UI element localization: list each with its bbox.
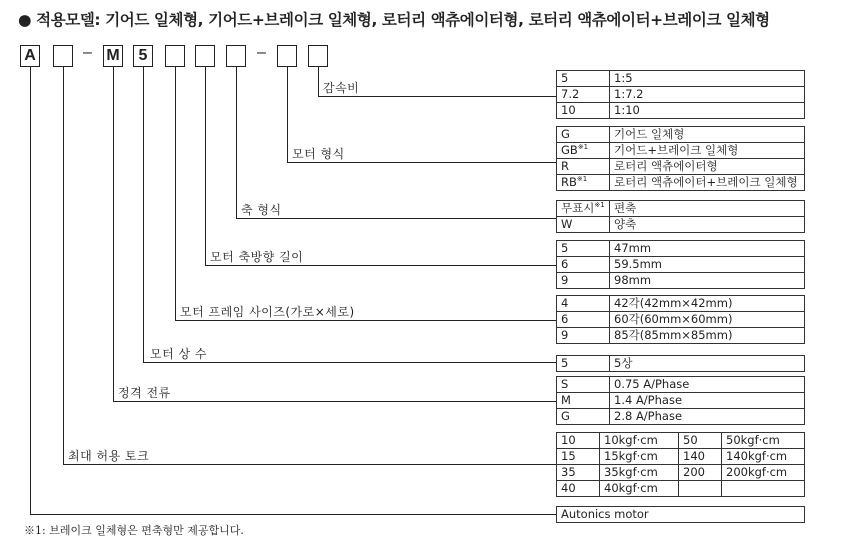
table-row (557, 449, 805, 465)
connector-current-h (113, 401, 556, 402)
code-box-1: A (20, 45, 40, 67)
table-row (557, 356, 805, 372)
option-code (557, 201, 610, 217)
option-code: 50 (679, 433, 722, 449)
table-row (557, 507, 805, 523)
option-value: 47mm (610, 241, 805, 257)
option-code: 4 (557, 296, 610, 312)
label-current: 정격 전류 (118, 386, 171, 400)
connector-ratio-v (318, 67, 319, 96)
brand-value: Autonics motor (557, 507, 805, 523)
option-value (722, 481, 805, 497)
table-row (557, 201, 805, 217)
option-code: 15 (557, 449, 600, 465)
table-row (557, 257, 805, 273)
option-value: 10kgf·cm (600, 433, 679, 449)
table-row (557, 241, 805, 257)
option-value: 40kgf·cm (600, 481, 679, 497)
connector-shaft-h (236, 218, 556, 219)
code-dash-2: – (257, 44, 266, 61)
option-code: 5 (557, 356, 610, 372)
option-value: 42각(42mm×42mm) (610, 296, 805, 312)
option-value: 1.4 A/Phase (610, 393, 805, 409)
option-value: 편축 (610, 201, 805, 217)
option-code: 6 (557, 312, 610, 328)
table-row (557, 433, 805, 449)
table-row (557, 273, 805, 289)
table-row (557, 409, 805, 425)
connector-frame-h (175, 320, 556, 321)
option-code: 200 (679, 465, 722, 481)
option-value: 200kgf·cm (722, 465, 805, 481)
brand-table (556, 506, 805, 523)
table-row (557, 481, 805, 497)
option-code: G (557, 409, 610, 425)
table-row (557, 175, 805, 191)
table-row (557, 328, 805, 344)
option-value: 35kgf·cm (600, 465, 679, 481)
label-phase: 모터 상 수 (150, 347, 207, 361)
option-value: 98mm (610, 273, 805, 289)
connector-motor-type-h (287, 162, 556, 163)
connector-frame-v (175, 67, 176, 320)
option-value: 2.8 A/Phase (610, 409, 805, 425)
option-code: 5 (557, 71, 610, 87)
option-code (557, 175, 610, 191)
code-box-7 (226, 45, 246, 67)
option-code: S (557, 377, 610, 393)
length-table (556, 240, 805, 289)
option-code: 10 (557, 103, 610, 119)
option-code (557, 143, 610, 159)
option-value: 양축 (610, 217, 805, 233)
table-row (557, 87, 805, 103)
option-code (557, 127, 610, 143)
option-code: 7.2 (557, 87, 610, 103)
connector-phase-v (143, 67, 144, 362)
code-box-4: 5 (133, 45, 153, 67)
label-motor-type: 모터 형식 (292, 147, 345, 161)
code-box-2 (53, 45, 73, 67)
footnote-mark: ※1 (594, 201, 605, 209)
connector-shaft-v (236, 67, 237, 218)
table-row (557, 465, 805, 481)
option-value: 1:7.2 (610, 87, 805, 103)
connector-phase-h (143, 362, 556, 363)
ratio-table (556, 70, 805, 119)
option-code-text: RB (561, 175, 577, 189)
label-ratio: 감속비 (323, 81, 360, 95)
label-frame: 모터 프레임 사이즈(가로×세로) (180, 305, 355, 319)
connector-motor-type-v (287, 67, 288, 162)
option-value: 60각(60mm×60mm) (610, 312, 805, 328)
connector-brand-h (30, 514, 556, 515)
option-value: 로터리 액츄에이터형 (610, 159, 805, 175)
table-row (557, 127, 805, 143)
option-code (557, 159, 610, 175)
connector-ratio-h (318, 96, 556, 97)
option-code: 40 (557, 481, 600, 497)
option-code: 140 (679, 449, 722, 465)
connector-length-v (205, 67, 206, 265)
connector-brand-v (30, 67, 31, 514)
option-value: 1:5 (610, 71, 805, 87)
option-value: 로터리 액츄에이터+브레이크 일체형 (610, 175, 805, 191)
code-dash-1: – (83, 44, 92, 61)
shaft-table (556, 200, 805, 233)
connector-torque-v (63, 67, 64, 464)
option-code-text: G (561, 127, 570, 141)
option-value: 0.75 A/Phase (610, 377, 805, 393)
option-code (557, 217, 610, 233)
table-row (557, 71, 805, 87)
option-value: 1:10 (610, 103, 805, 119)
option-value: 15kgf·cm (600, 449, 679, 465)
option-code-text: GB (561, 143, 578, 157)
option-code-text: R (561, 159, 569, 173)
code-box-5 (165, 45, 185, 67)
label-torque: 최대 허용 토크 (68, 449, 150, 463)
footnote: ※1: 브레이크 일체형은 편축형만 제공합니다. (24, 524, 244, 537)
table-row (557, 159, 805, 175)
phase-table (556, 355, 805, 372)
code-box-8 (277, 45, 297, 67)
footnote-mark: ※1 (577, 143, 589, 151)
page-title: ● 적용모델: 기어드 일체형, 기어드+브레이크 일체형, 로터리 액츄에이터형, 로터리 액츄에이터+브레이크 일체형 (18, 11, 770, 29)
current-table (556, 376, 805, 425)
frame-table (556, 295, 805, 344)
label-length: 모터 축방향 길이 (210, 250, 304, 264)
table-row (557, 393, 805, 409)
label-shaft: 축 형식 (241, 203, 282, 217)
connector-torque-h (63, 464, 556, 465)
option-value: 기어드+브레이크 일체형 (610, 143, 805, 159)
option-code: 5 (557, 241, 610, 257)
table-row (557, 296, 805, 312)
torque-table (556, 432, 805, 497)
connector-length-h (205, 265, 556, 266)
code-box-9 (308, 45, 328, 67)
option-value: 50kgf·cm (722, 433, 805, 449)
table-row (557, 377, 805, 393)
code-box-6 (195, 45, 215, 67)
option-code: 6 (557, 257, 610, 273)
option-value: 59.5mm (610, 257, 805, 273)
option-code (679, 481, 722, 497)
motor-type-table (556, 126, 805, 191)
option-value: 5상 (610, 356, 805, 372)
table-row (557, 312, 805, 328)
table-row (557, 217, 805, 233)
option-value: 85각(85mm×85mm) (610, 328, 805, 344)
option-code: 9 (557, 328, 610, 344)
connector-current-v (113, 67, 114, 401)
code-box-3: M (103, 45, 123, 67)
option-code-text: 무표시 (561, 201, 595, 215)
option-code-text: W (561, 217, 573, 231)
table-row (557, 103, 805, 119)
option-code: M (557, 393, 610, 409)
option-code: 35 (557, 465, 600, 481)
option-code: 10 (557, 433, 600, 449)
option-code: 9 (557, 273, 610, 289)
option-value: 기어드 일체형 (610, 127, 805, 143)
table-row (557, 143, 805, 159)
option-value: 140kgf·cm (722, 449, 805, 465)
footnote-mark: ※1 (576, 175, 588, 183)
